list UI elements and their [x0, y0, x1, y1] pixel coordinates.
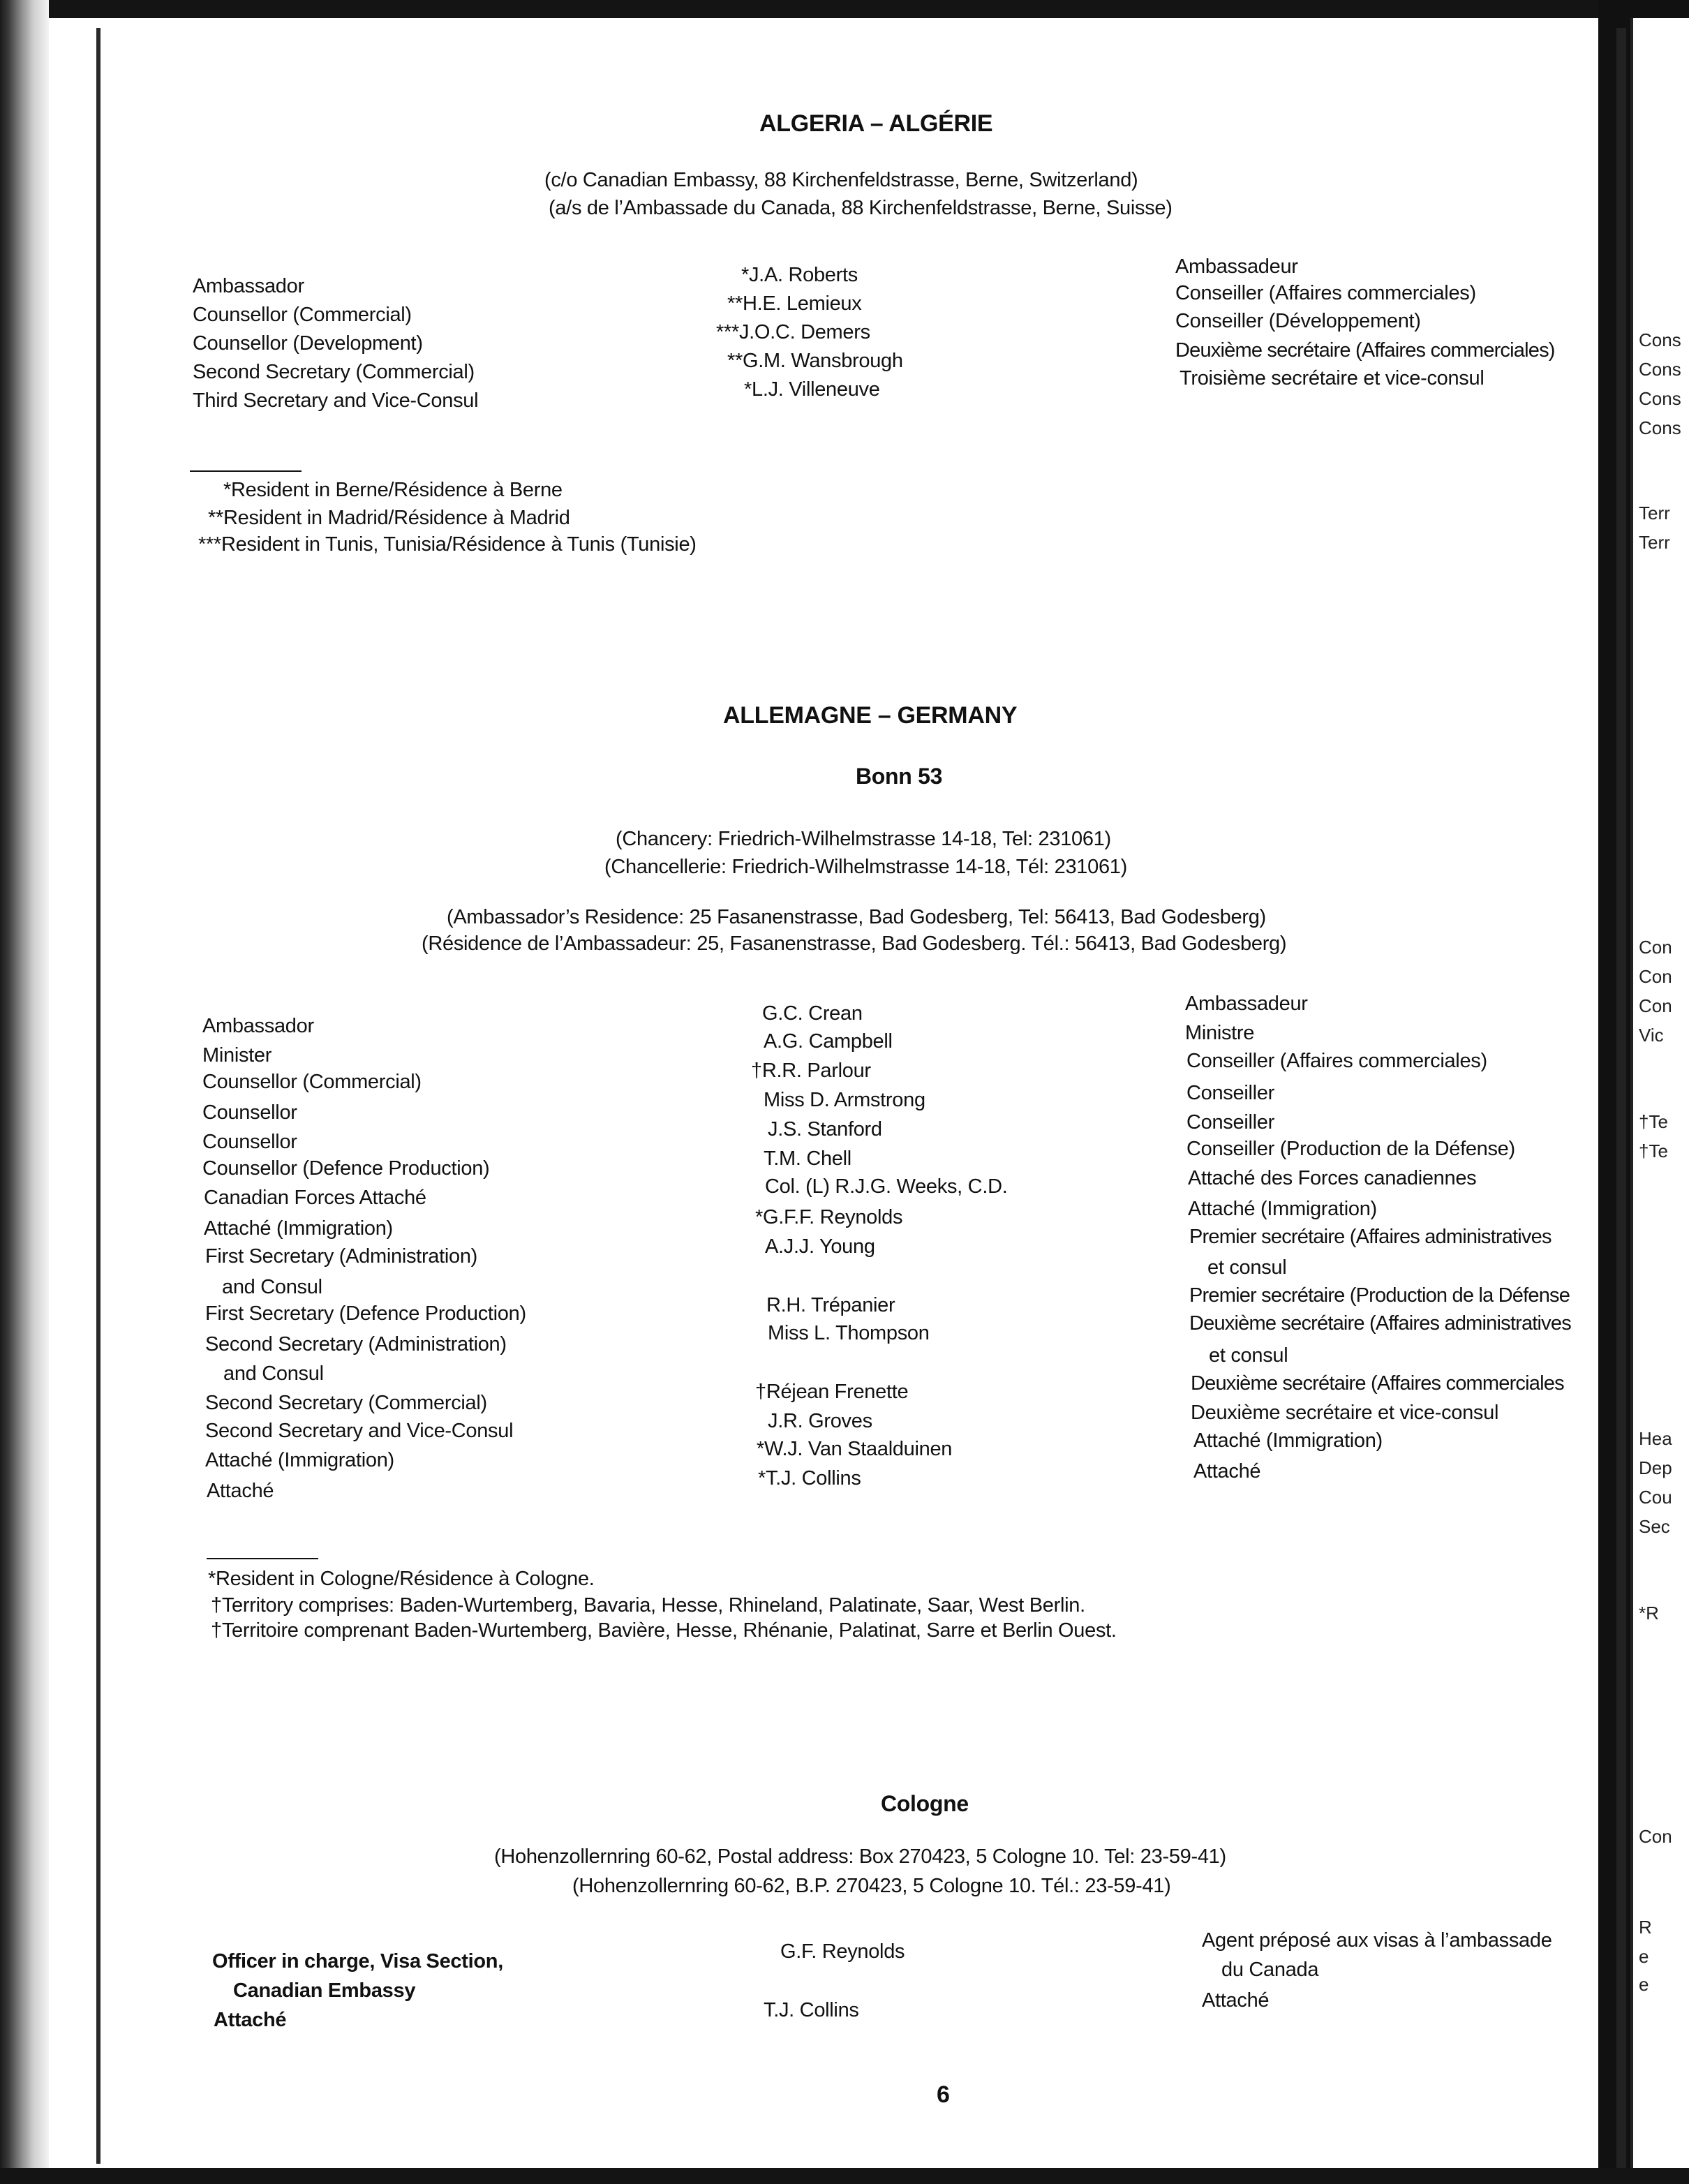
staff-title-en: Counsellor (Commercial) [193, 304, 412, 326]
staff-title-fr: du Canada [1221, 1959, 1319, 1981]
footnote-rule [207, 1558, 318, 1559]
staff-title-en: First Secretary (Defence Production) [205, 1302, 526, 1325]
adjacent-page-fragment: Cons [1639, 417, 1681, 438]
staff-name: **G.M. Wansbrough [727, 350, 903, 372]
address-en: (Hohenzollernring 60-62, Postal address: Box 270423, 5 Cologne 10. Tel: 23-59-41) [494, 1845, 1226, 1868]
staff-title-fr: Ambassadeur [1185, 993, 1308, 1015]
staff-title-fr: et consul [1207, 1256, 1287, 1279]
address-fr: (a/s de l’Ambassade du Canada, 88 Kirchenfeldstrasse, Berne, Suisse) [549, 197, 1173, 219]
staff-title-fr: Premier secrétaire (Production de la Défense [1189, 1284, 1570, 1307]
staff-title-fr: Conseiller (Affaires commerciales) [1186, 1050, 1487, 1072]
chancery-address-fr: (Chancellerie: Friedrich-Wilhelmstrasse 14-18, Tél: 231061) [604, 856, 1127, 878]
section-title: ALGERIA – ALGÉRIE [759, 110, 993, 137]
staff-name: *J.A. Roberts [741, 264, 858, 286]
staff-title-fr: Deuxième secrétaire (Affaires commerciales [1191, 1372, 1564, 1395]
staff-name: T.M. Chell [764, 1147, 851, 1170]
staff-name: J.S. Stanford [768, 1118, 882, 1141]
staff-title-fr: Agent préposé aux visas à l’ambassade [1202, 1929, 1552, 1952]
staff-name: *W.J. Van Staalduinen [757, 1438, 953, 1460]
staff-title-en: Third Secretary and Vice-Consul [193, 389, 479, 412]
adjacent-page-fragment: Dep [1639, 1457, 1672, 1478]
staff-title-en: Second Secretary (Administration) [205, 1333, 507, 1355]
scan-edge-bottom [0, 2168, 1689, 2184]
staff-title-fr: Conseiller [1186, 1082, 1274, 1104]
staff-title-en: Second Secretary and Vice-Consul [205, 1420, 514, 1442]
staff-title-en: Counsellor [202, 1131, 297, 1153]
staff-title-en: Attaché [214, 2009, 287, 2031]
staff-name: Col. (L) R.J.G. Weeks, C.D. [765, 1175, 1008, 1198]
staff-title-en: Counsellor (Defence Production) [202, 1157, 490, 1180]
staff-name: ***J.O.C. Demers [716, 321, 870, 343]
adjacent-page-fragment: Cons [1639, 329, 1681, 350]
staff-title-en: Ambassador [202, 1015, 314, 1037]
residence-address-fr: (Résidence de l’Ambassadeur: 25, Fasanenstrasse, Bad Godesberg. Tél.: 56413, Bad Godesberg) [422, 933, 1287, 955]
staff-name: G.F. Reynolds [780, 1940, 905, 1963]
adjacent-page-fragment: Con [1639, 966, 1672, 987]
staff-title-fr: Deuxième secrétaire (Affaires commerciales) [1175, 339, 1555, 362]
footnote: **Resident in Madrid/Résidence à Madrid [208, 507, 570, 529]
adjacent-page-strip [1630, 18, 1689, 2168]
address-fr: (Hohenzollernring 60-62, B.P. 270423, 5 Cologne 10. Tél.: 23-59-41) [572, 1875, 1171, 1897]
staff-title-fr: Conseiller (Affaires commerciales) [1175, 282, 1476, 304]
staff-name: *T.J. Collins [758, 1467, 861, 1490]
staff-title-en: Officer in charge, Visa Section, [212, 1950, 503, 1973]
adjacent-page-fragment: Sec [1639, 1516, 1670, 1537]
scan-edge-top [0, 0, 1689, 18]
staff-title-fr: Conseiller [1186, 1111, 1274, 1134]
adjacent-page-fragment: Con [1639, 995, 1672, 1016]
staff-title-fr: Attaché [1193, 1460, 1261, 1483]
staff-title-fr: Attaché [1202, 1989, 1270, 2012]
staff-title-en: Counsellor [202, 1101, 297, 1124]
adjacent-page-fragment: Terr [1639, 503, 1670, 523]
staff-name: Miss L. Thompson [768, 1322, 930, 1344]
staff-name: **H.E. Lemieux [727, 292, 862, 315]
page-fold [1616, 28, 1626, 2168]
adjacent-page-fragment: Cou [1639, 1487, 1672, 1508]
staff-title-en: Canadian Embassy [233, 1979, 416, 2002]
staff-title-en: Second Secretary (Commercial) [193, 361, 475, 383]
staff-name: J.R. Groves [768, 1410, 872, 1432]
staff-title-en: First Secretary (Administration) [205, 1245, 478, 1268]
adjacent-page-fragment: Con [1639, 1826, 1672, 1847]
staff-title-fr: Troisième secrétaire et vice-consul [1180, 367, 1485, 389]
staff-title-fr: Premier secrétaire (Affaires administratives [1189, 1226, 1552, 1248]
page-number: 6 [937, 2081, 950, 2108]
adjacent-page-fragment: e [1639, 1974, 1649, 1995]
staff-name: G.C. Crean [762, 1002, 863, 1025]
staff-title-fr: Deuxième secrétaire et vice-consul [1191, 1402, 1499, 1424]
staff-title-fr: Attaché (Immigration) [1193, 1429, 1383, 1452]
adjacent-page-fragment: Cons [1639, 359, 1681, 380]
adjacent-page-fragment: Cons [1639, 388, 1681, 409]
staff-title-fr: Ministre [1185, 1022, 1255, 1044]
scan-edge-left [0, 0, 49, 2184]
city-heading: Bonn 53 [856, 764, 943, 789]
staff-name: *L.J. Villeneuve [744, 378, 880, 401]
adjacent-page-fragment: Terr [1639, 532, 1670, 553]
adjacent-page-fragment: Hea [1639, 1428, 1672, 1449]
footnote: †Territory comprises: Baden-Wurtemberg, Bavaria, Hesse, Rhineland, Palatinate, Saar, West Berlin. [211, 1594, 1085, 1617]
footnote: *Resident in Cologne/Résidence à Cologne. [208, 1568, 595, 1590]
staff-title-en: Attaché (Immigration) [204, 1217, 393, 1240]
staff-title-en: and Consul [223, 1362, 324, 1385]
address-en: (c/o Canadian Embassy, 88 Kirchenfeldstrasse, Berne, Switzerland) [544, 169, 1138, 191]
footnote-rule [190, 470, 302, 472]
footnote: *Resident in Berne/Résidence à Berne [223, 479, 563, 501]
staff-title-fr: Conseiller (Production de la Défense) [1186, 1138, 1515, 1160]
staff-title-fr: Attaché des Forces canadiennes [1188, 1167, 1477, 1189]
staff-title-fr: Ambassadeur [1175, 255, 1298, 278]
binding-line [96, 28, 101, 2164]
staff-name: *G.F.F. Reynolds [755, 1206, 903, 1228]
residence-address-en: (Ambassador’s Residence: 25 Fasanenstrasse, Bad Godesberg, Tel: 56413, Bad Godesberg) [447, 906, 1266, 928]
staff-title-en: and Consul [222, 1276, 322, 1298]
footnote: ***Resident in Tunis, Tunisia/Résidence à Tunis (Tunisie) [198, 533, 697, 556]
staff-title-fr: Deuxième secrétaire (Affaires administratives [1189, 1312, 1571, 1335]
staff-title-fr: Conseiller (Développement) [1175, 310, 1421, 332]
staff-name: †Réjean Frenette [755, 1381, 909, 1403]
footnote: †Territoire comprenant Baden-Wurtemberg, Bavière, Hesse, Rhénanie, Palatinat, Sarre et Berlin Ouest. [211, 1619, 1117, 1642]
staff-name: T.J. Collins [764, 1999, 859, 2021]
staff-title-fr: et consul [1209, 1344, 1288, 1367]
staff-title-en: Counsellor (Commercial) [202, 1071, 422, 1093]
staff-title-fr: Attaché (Immigration) [1188, 1198, 1377, 1220]
staff-title-en: Canadian Forces Attaché [204, 1187, 426, 1209]
staff-name: A.J.J. Young [765, 1235, 875, 1258]
staff-title-en: Second Secretary (Commercial) [205, 1392, 487, 1414]
section-title: ALLEMAGNE – GERMANY [723, 702, 1018, 729]
chancery-address-en: (Chancery: Friedrich-Wilhelmstrasse 14-18, Tel: 231061) [616, 828, 1111, 850]
city-heading: Cologne [881, 1791, 969, 1816]
staff-title-en: Counsellor (Development) [193, 332, 423, 355]
adjacent-page-fragment: Con [1639, 937, 1672, 958]
adjacent-page-fragment: e [1639, 1946, 1649, 1967]
adjacent-page-fragment: †Te [1639, 1141, 1668, 1161]
adjacent-page-fragment: Vic [1639, 1025, 1664, 1046]
staff-name: †R.R. Parlour [751, 1060, 871, 1082]
staff-title-en: Minister [202, 1044, 272, 1067]
staff-name: Miss D. Armstrong [764, 1089, 925, 1111]
staff-title-en: Attaché (Immigration) [205, 1449, 394, 1471]
staff-title-en: Ambassador [193, 275, 304, 297]
adjacent-page-fragment: R [1639, 1917, 1652, 1938]
staff-title-en: Attaché [207, 1480, 274, 1502]
staff-name: A.G. Campbell [764, 1030, 893, 1053]
adjacent-page-fragment: *R [1639, 1603, 1659, 1624]
adjacent-page-fragment: †Te [1639, 1111, 1668, 1132]
staff-name: R.H. Trépanier [766, 1294, 895, 1316]
